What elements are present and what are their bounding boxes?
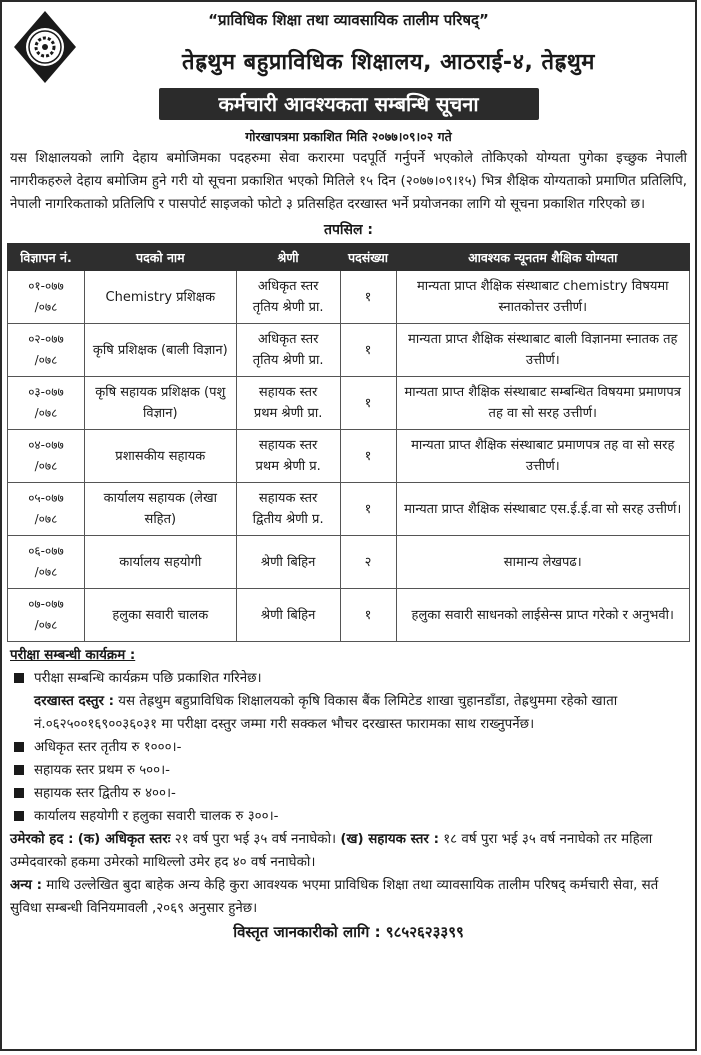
post-count: १	[340, 271, 396, 324]
age-label: उमेरको हद :	[10, 832, 74, 847]
vacancy-table	[7, 243, 690, 642]
exam-heading: परीक्षा सम्बन्धी कार्यक्रम :	[10, 648, 136, 663]
table-header-row	[8, 244, 690, 271]
bullet-icon	[14, 673, 24, 683]
qualification: मान्यता प्राप्त शैक्षिक संस्थाबाट सम्बन्धित विषयमा प्रमाणपत्र तह वा सो सरह उत्तीर्ण।	[396, 377, 690, 430]
ad-number: ०६-०७७ /०७८	[8, 536, 85, 589]
grade: सहायक स्तर प्रथम श्रेणी प्र.	[236, 430, 340, 483]
grade: अधिकृत स्तर तृतिय श्रेणी प्रा.	[236, 324, 340, 377]
post-count: १	[340, 483, 396, 536]
exam-section	[2, 644, 695, 828]
age-limit	[2, 828, 695, 874]
fee-item: सहायक स्तर प्रथम रु ५००।-	[10, 759, 687, 782]
ad-number: ०७-०७७ /०७८	[8, 589, 85, 642]
bullet-icon	[14, 742, 24, 752]
table-row	[8, 271, 690, 324]
post-name: कृषि प्रशिक्षक (बाली विज्ञान)	[84, 324, 236, 377]
qualification: मान्यता प्राप्त शैक्षिक संस्थाबाट एस.ई.ई.वा सो सरह उत्तीर्ण।	[396, 483, 690, 536]
fee-item: कार्यालय सहयोगी र हलुका सवारी चालक रु ३००।-	[10, 805, 687, 828]
age-part-a-text: २१ वर्ष पुरा भई ३५ वर्ष ननाघेको।	[174, 832, 337, 847]
published-date: गोरखापत्रमा प्रकाशित मिति २०७७।०९।०२ गते	[245, 129, 452, 144]
table-row	[8, 483, 690, 536]
other-note	[2, 874, 695, 920]
post-name: कृषि सहायक प्रशिक्षक (पशु विज्ञान)	[84, 377, 236, 430]
ad-number: ०४-०७७ /०७८	[8, 430, 85, 483]
qualification: मान्यता प्राप्त शैक्षिक संस्थाबाट बाली विज्ञानमा स्नातक तह उत्तीर्ण।	[396, 324, 690, 377]
grade: श्रेणी बिहिन	[236, 536, 340, 589]
fee-text: यस तेह्रथुम बहुप्राविधिक शिक्षालयको कृषि विकास बैंक लिमिटेड शाखा चुहानडाँडा, तेह्रथुममा रहेको खाता नं.०६२५००१६९००३६०३१ मा परीक्षा दस्तुर जम्मा गरी सक्कल भौचर दरखास्त फारामका साथ राख्नुपर्नेछ।	[34, 694, 618, 732]
col-grade: श्रेणी	[236, 244, 340, 271]
grade: सहायक स्तर द्वितीय श्रेणी प्र.	[236, 483, 340, 536]
post-name: प्रशासकीय सहायक	[84, 430, 236, 483]
ad-number: ०२-०७७ /०७८	[8, 324, 85, 377]
post-count: १	[340, 430, 396, 483]
post-name: Chemistry प्रशिक्षक	[84, 271, 236, 324]
table-row	[8, 536, 690, 589]
bullet-icon	[14, 811, 24, 821]
col-ad-number: विज्ञापन नं.	[8, 244, 85, 271]
fee-paragraph	[10, 690, 687, 736]
fee-label: दरखास्त दस्तुर :	[34, 694, 114, 709]
post-name: कार्यालय सहायक (लेखा सहित)	[84, 483, 236, 536]
ad-number: ०१-०७७ /०७८	[8, 271, 85, 324]
post-count: १	[340, 377, 396, 430]
age-part-b-text: १८ वर्ष पुरा भई ३५ वर्ष ननाघेको तर महिला उम्मेदवारको हकमा उमेरको माथिल्लो उमेर हद ४० वर्ष ननाघेको।	[10, 832, 653, 870]
post-name: हलुका सवारी चालक	[84, 589, 236, 642]
bullet-icon	[14, 765, 24, 775]
exam-schedule-item: परीक्षा सम्बन्धि कार्यक्रम पछि प्रकाशित गरिनेछ।	[10, 667, 687, 690]
table-row	[8, 589, 690, 642]
ad-number: ०५-०७७ /०७८	[8, 483, 85, 536]
grade: श्रेणी बिहिन	[236, 589, 340, 642]
col-post-name: पदको नाम	[84, 244, 236, 271]
notice-header	[2, 2, 695, 88]
post-count: १	[340, 324, 396, 377]
other-text: माथि उल्लेखित बुदा बाहेक अन्य केहि कुरा आवश्यक भएमा प्राविधिक शिक्षा तथा व्यावसायिक तालीम परिषद् कर्मचारी सेवा, सर्त सुविधा सम्बन्धी विनियमावली ,२०६९ अनुसार हुनेछ।	[10, 878, 659, 916]
org-name: “प्राविधिक शिक्षा तथा व्यावसायिक तालीम परिषद्”	[208, 11, 489, 29]
grade: अधिकृत स्तर तृतिय श्रेणी प्रा.	[236, 271, 340, 324]
age-part-a-label: (क) अधिकृत स्तरः	[77, 832, 171, 847]
details-heading: तपसिल :	[324, 222, 373, 238]
notice-title: कर्मचारी आवश्यकता सम्बन्धि सूचना	[159, 88, 539, 120]
ad-number: ०३-०७७ /०७८	[8, 377, 85, 430]
table-row	[8, 324, 690, 377]
other-label: अन्य :	[10, 878, 42, 893]
qualification: हलुका सवारी साधनको लाईसेन्स प्राप्त गरेको र अनुभवी।	[396, 589, 690, 642]
school-name: तेह्रथुम बहुप्राविधिक शिक्षालय, आठराई-४, तेह्रथुम	[182, 50, 595, 75]
bullet-icon	[14, 788, 24, 798]
table-row	[8, 430, 690, 483]
post-count: १	[340, 589, 396, 642]
grade: सहायक स्तर प्रथम श्रेणी प्रा.	[236, 377, 340, 430]
intro-paragraph: यस शिक्षालयको लागि देहाय बमोजिमका पदहरुमा सेवा करारमा पदपूर्ति गर्नुपर्ने भएकोले तोकिएको योग्यता पुगेका इच्छुक नेपाली नागरीकहरुले देहाय बमोजिम हुने गरी यो सूचना प्रकाशित भएको मितिले १५ दिन (२०७७।०९।१५) भित्र शैक्षिक योग्यताको प्रमाणित प्रतिलिपि, नेपाली नागरिकताको प्रतिलिपि र पासपोर्ट साइजको फोटो ३ प्रतिसहित दरखास्त भर्ने प्रयोजनका लागि यो सूचना प्रकाशित गरिएको छ।	[10, 151, 687, 212]
col-qualification: आवश्यक न्यूनतम शैक्षिक योग्यता	[396, 244, 690, 271]
fee-item: सहायक स्तर द्वितीय रु ४००।-	[10, 782, 687, 805]
contact-line: विस्तृत जानकारीको लागि : ९८५२६२३३९९	[233, 923, 464, 941]
post-name: कार्यालय सहयोगी	[84, 536, 236, 589]
fee-item: अधिकृत स्तर तृतीय रु १०००।-	[10, 736, 687, 759]
age-part-b-label: (ख) सहायक स्तर :	[340, 832, 439, 847]
col-count: पदसंख्या	[340, 244, 396, 271]
qualification: सामान्य लेखपढ।	[396, 536, 690, 589]
qualification: मान्यता प्राप्त शैक्षिक संस्थाबाट प्रमाणपत्र तह वा सो सरह उत्तीर्ण।	[396, 430, 690, 483]
post-count: २	[340, 536, 396, 589]
qualification: मान्यता प्राप्त शैक्षिक संस्थाबाट chemistry विषयमा स्नातकोत्तर उत्तीर्ण।	[396, 271, 690, 324]
table-row	[8, 377, 690, 430]
